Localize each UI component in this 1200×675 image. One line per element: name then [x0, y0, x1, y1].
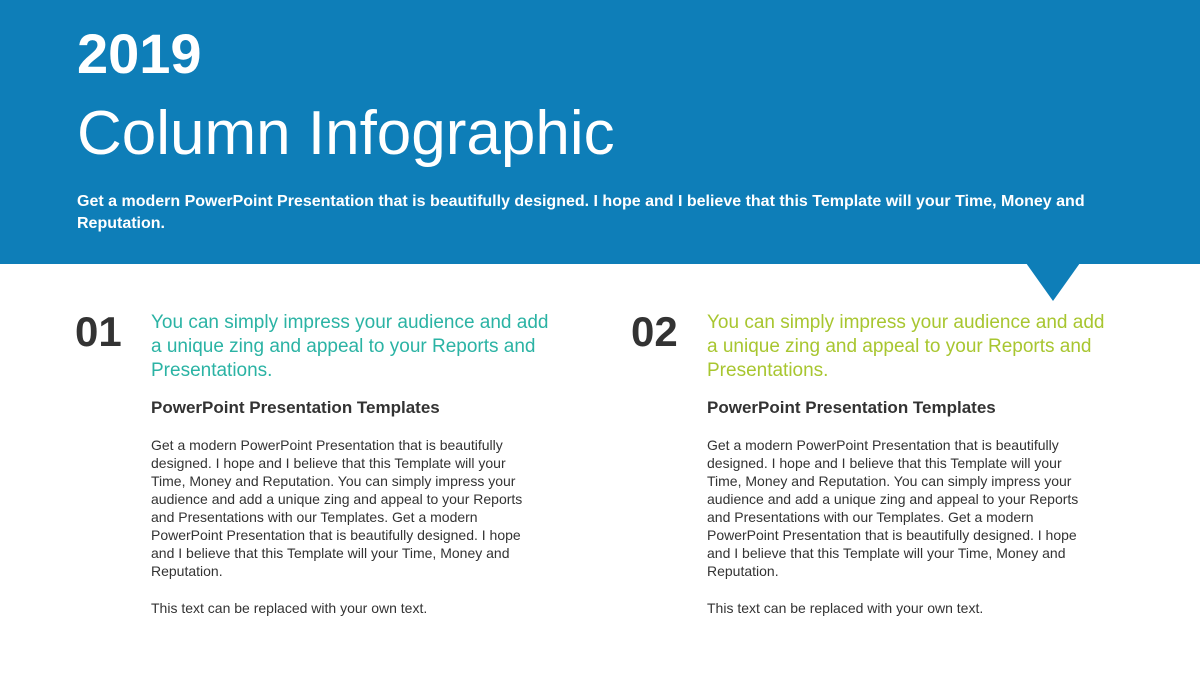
column-headline: You can simply impress your audience and add a unique zing and appeal to your Reports and Presentations. — [707, 312, 1105, 381]
column-number: 01 — [75, 308, 122, 355]
header-subtitle: Get a modern PowerPoint Presentation that is beautifully designed. I hope and I believe that this Template will your Time, Money and Reputation. — [77, 193, 1085, 232]
page-title: Column Infographic — [77, 99, 615, 168]
banner-pointer — [1026, 263, 1080, 301]
column-headline: You can simply impress your audience and add a unique zing and appeal to your Reports and Presentations. — [151, 312, 549, 381]
column-body-text: Get a modern PowerPoint Presentation that is beautifully designed. I hope and I believe that this Template will your Time, Money and Reputation. You can simply impress your audience and add a unique zing and appeal to your Reports and Presentations with our Templates. Get a modern PowerPoint Presentation that is beautifully designed. I hope and I believe that this Template will your Time, Money and Reputation. — [151, 437, 523, 579]
column-subhead: PowerPoint Presentation Templates — [707, 398, 996, 417]
column-body-text: Get a modern PowerPoint Presentation that is beautifully designed. I hope and I believe that this Template will your Time, Money and Reputation. You can simply impress your audience and add a unique zing and appeal to your Reports and Presentations with our Templates. Get a modern PowerPoint Presentation that is beautifully designed. I hope and I believe that this Template will your Time, Money and Reputation. — [707, 437, 1079, 579]
column-note: This text can be replaced with your own text. — [707, 600, 984, 616]
column-number: 02 — [631, 308, 678, 355]
column-subhead: PowerPoint Presentation Templates — [151, 398, 440, 417]
column-note: This text can be replaced with your own text. — [151, 600, 428, 616]
header-banner — [0, 0, 1200, 264]
year-heading: 2019 — [77, 22, 202, 85]
